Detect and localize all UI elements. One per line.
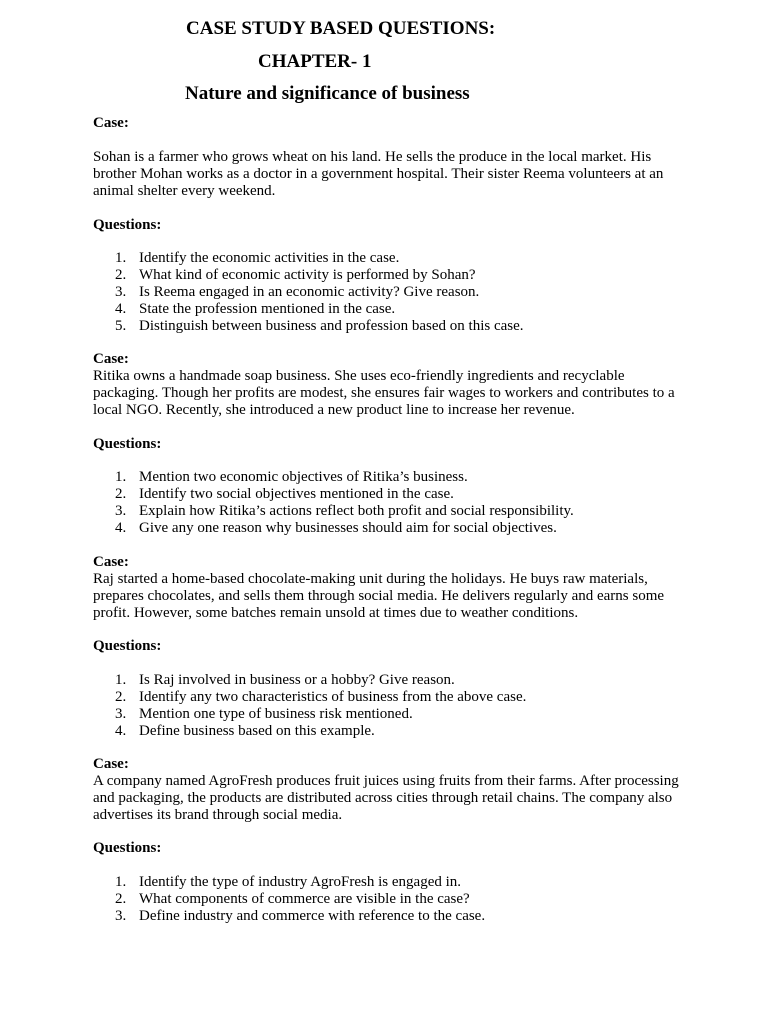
question-number: 3. <box>115 284 127 300</box>
document-title: CASE STUDY BASED QUESTIONS: <box>186 18 496 39</box>
question-text: Explain how Ritika’s actions reflect both profit and social responsibility. <box>139 503 574 519</box>
question-item <box>93 267 683 284</box>
question-text: Give any one reason why businesses should aim for social objectives. <box>139 520 557 536</box>
chapter-heading: CHAPTER- 1 <box>258 51 372 72</box>
question-item <box>93 689 683 706</box>
question-number: 4. <box>115 723 127 739</box>
question-item <box>93 672 683 689</box>
questions-label: Questions: <box>93 840 162 856</box>
question-text: Define industry and commerce with reference to the case. <box>139 908 486 924</box>
question-text: Mention one type of business risk mentioned. <box>139 706 413 722</box>
question-number: 4. <box>115 520 127 536</box>
case-1-questions-heading <box>93 217 683 234</box>
question-item <box>93 486 683 503</box>
question-number: 1. <box>115 672 127 688</box>
case-text: Sohan is a farmer who grows wheat on his land. He sells the produce in the local market. His brother Mohan works as a doctor in a government hospital. Their sister Reema volunteers at an animal shelter every weekend. <box>93 149 664 199</box>
case-4 <box>93 756 683 824</box>
question-number: 3. <box>115 503 127 519</box>
question-number: 2. <box>115 891 127 907</box>
question-text: State the profession mentioned in the case. <box>139 301 396 317</box>
question-item <box>93 908 683 925</box>
question-item <box>93 891 683 908</box>
question-text: Identify the type of industry AgroFresh is engaged in. <box>139 874 462 890</box>
questions-label: Questions: <box>93 436 162 452</box>
question-item <box>93 520 683 537</box>
case-label: Case: <box>93 554 129 570</box>
question-text: What components of commerce are visible in the case? <box>139 891 470 907</box>
question-text: Define business based on this example. <box>139 723 375 739</box>
question-text: What kind of economic activity is performed by Sohan? <box>139 267 476 283</box>
case-label: Case: <box>93 115 129 131</box>
question-number: 5. <box>115 318 127 334</box>
case-label: Case: <box>93 351 129 367</box>
case-2-question-list <box>93 469 683 537</box>
case-2 <box>93 351 683 419</box>
chapter-subtitle: Nature and significance of business <box>185 83 470 104</box>
question-text: Mention two economic objectives of Ritika’s business. <box>139 469 468 485</box>
question-item <box>93 874 683 891</box>
case-2-questions-heading <box>93 436 683 453</box>
questions-label: Questions: <box>93 217 162 233</box>
question-number: 3. <box>115 706 127 722</box>
case-3-questions-heading <box>93 638 683 655</box>
question-item <box>93 503 683 520</box>
question-number: 1. <box>115 250 127 266</box>
question-number: 2. <box>115 267 127 283</box>
case-3-question-list <box>93 672 683 740</box>
question-number: 1. <box>115 874 127 890</box>
question-number: 2. <box>115 486 127 502</box>
question-text: Distinguish between business and profession based on this case. <box>139 318 524 334</box>
question-number: 4. <box>115 301 127 317</box>
question-text: Identify any two characteristics of business from the above case. <box>139 689 527 705</box>
question-item <box>93 723 683 740</box>
question-item <box>93 250 683 267</box>
questions-label: Questions: <box>93 638 162 654</box>
case-text: Ritika owns a handmade soap business. She uses eco-friendly ingredients and recyclable packaging. Though her profits are modest, she ensures fair wages to workers and contributes to a local NGO. Recently, she introduced a new product line to increase her revenue. <box>93 368 675 418</box>
case-1-question-list <box>93 250 683 335</box>
case-1 <box>93 115 683 200</box>
case-label: Case: <box>93 756 129 772</box>
question-text: Is Reema engaged in an economic activity? Give reason. <box>139 284 480 300</box>
case-4-question-list <box>93 874 683 925</box>
question-text: Is Raj involved in business or a hobby? Give reason. <box>139 672 455 688</box>
case-3 <box>93 554 683 622</box>
question-item <box>93 301 683 318</box>
question-number: 2. <box>115 689 127 705</box>
case-text: Raj started a home-based chocolate-making unit during the holidays. He buys raw materials, prepares chocolates, and sells them through social media. He delivers regularly and earns some profit. However, some batches remain unsold at times due to weather conditions. <box>93 571 665 621</box>
question-text: Identify the economic activities in the case. <box>139 250 400 266</box>
question-number: 3. <box>115 908 127 924</box>
case-4-questions-heading <box>93 840 683 857</box>
question-item <box>93 706 683 723</box>
question-item <box>93 284 683 301</box>
question-item <box>93 318 683 335</box>
question-number: 1. <box>115 469 127 485</box>
case-text: A company named AgroFresh produces fruit juices using fruits from their farms. After processing and packaging, the products are distributed across cities through retail chains. The company also advertises its brand through social media. <box>93 773 679 823</box>
question-item <box>93 469 683 486</box>
question-text: Identify two social objectives mentioned in the case. <box>139 486 454 502</box>
